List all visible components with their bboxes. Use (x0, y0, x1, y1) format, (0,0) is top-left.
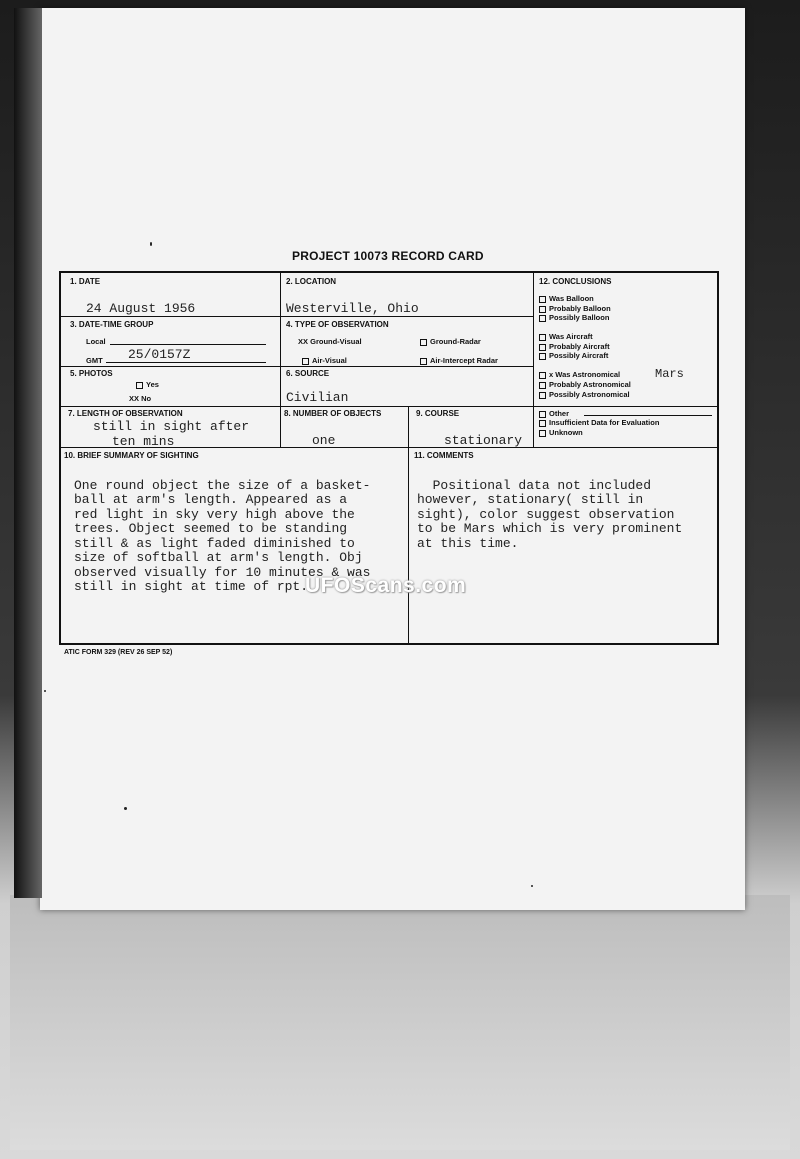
card-title: PROJECT 10073 RECORD CARD (292, 249, 484, 263)
conclusion-text: Was Balloon (549, 294, 594, 303)
conclusion-text: Was Astronomical (555, 370, 621, 379)
checkbox (539, 344, 546, 351)
checkbox (539, 353, 546, 360)
divider (408, 406, 409, 644)
air-visual-option (302, 356, 347, 365)
ground-radar-option (420, 337, 481, 346)
comments-line: Positional data not included (417, 477, 652, 493)
conclusion-was-balloon (539, 294, 594, 303)
form-footer: ATIC FORM 329 (REV 26 SEP 52) (64, 649, 173, 656)
conclusion-text: Unknown (549, 428, 583, 437)
ground-visual-option (298, 337, 362, 346)
conclusion-text: Was Aircraft (549, 332, 593, 341)
photos-no-option (129, 394, 151, 403)
gmt-value: 25/0157Z (128, 347, 191, 362)
date-label: 1. DATE (70, 277, 101, 286)
air-visual-label: Air-Visual (312, 356, 347, 365)
conclusion-text: Probably Balloon (549, 304, 611, 313)
conclusion-text: Possibly Aircraft (549, 351, 609, 360)
comments-label: 11. COMMENTS (414, 451, 474, 460)
divider (60, 406, 718, 407)
page-edge-shadow (14, 8, 42, 898)
conclusion-text: Possibly Astronomical (549, 390, 630, 399)
summary-label: 10. BRIEF SUMMARY OF SIGHTING (64, 451, 199, 460)
watermark: UFOScans.com (305, 574, 467, 597)
comments-line: sight), color suggest observation (417, 506, 675, 522)
conclusion-probably-astronomical (539, 380, 631, 389)
checkbox (539, 296, 546, 303)
conclusion-insufficient-data (539, 418, 659, 427)
checkbox (420, 339, 427, 346)
divider (280, 272, 281, 447)
date-value: 24 August 1956 (86, 301, 196, 316)
checkbox (539, 315, 546, 322)
check-mark: XX (298, 337, 309, 346)
ground-radar-label: Ground-Radar (430, 337, 481, 346)
summary-line: One round object the size of a basket- (74, 477, 371, 493)
comments-line: to be Mars which is very prominent (417, 521, 683, 536)
scan-speck (124, 807, 127, 810)
scan-speck (150, 242, 152, 246)
photos-label: 5. PHOTOS (70, 369, 113, 378)
checkbox (539, 334, 546, 341)
conclusion-text: Other (549, 409, 570, 418)
astronomical-note: Mars (655, 367, 684, 381)
summary-line: still & as light faded diminished to (74, 535, 355, 551)
scan-speck (531, 885, 533, 887)
checkbox (539, 411, 546, 418)
conclusion-text: Insufficient Data for Evaluation (549, 418, 660, 427)
comments-line: at this time. (417, 535, 519, 551)
photos-yes-label: Yes (146, 380, 159, 389)
checkbox (539, 382, 546, 389)
air-intercept-radar-option (420, 356, 498, 365)
conclusion-possibly-astronomical (539, 390, 630, 399)
date-time-group-label: 3. DATE-TIME GROUP (70, 320, 154, 329)
number-label: 8. NUMBER OF OBJECTS (284, 409, 382, 418)
summary-line: trees. Object seemed to be standing (74, 521, 348, 536)
checkbox (539, 430, 546, 437)
checkbox (302, 358, 309, 365)
location-value: Westerville, Ohio (286, 301, 419, 316)
other-line (584, 415, 712, 416)
checkbox (539, 420, 546, 427)
scan-speck (44, 690, 46, 692)
check-mark: x (549, 370, 554, 379)
checkbox (539, 372, 546, 379)
divider (60, 366, 534, 367)
conclusion-probably-balloon (539, 304, 611, 313)
comments-text (417, 464, 682, 566)
course-label: 9. COURSE (416, 409, 460, 418)
checkbox (539, 306, 546, 313)
number-value: one (312, 433, 336, 448)
photos-no-label: No (141, 394, 152, 403)
divider (60, 316, 534, 317)
photos-yes-option (136, 380, 159, 389)
conclusion-text: Possibly Balloon (549, 313, 610, 322)
ground-visual-label: Ground-Visual (310, 337, 362, 346)
summary-line: still in sight at time of rpt. (74, 579, 309, 594)
checkbox (539, 392, 546, 399)
conclusion-text: Probably Astronomical (549, 380, 631, 389)
gmt-label: GMT (86, 356, 103, 365)
local-label: Local (86, 337, 106, 346)
source-value: Civilian (286, 390, 349, 405)
type-of-observation-label: 4. TYPE OF OBSERVATION (286, 320, 389, 329)
summary-line: observed visually for 10 minutes & was (74, 564, 371, 580)
summary-line: ball at arm's length. Appeared as a (74, 492, 348, 507)
comments-line: however, stationary( still in (417, 492, 644, 507)
air-intercept-radar-label: Air-Intercept Radar (430, 356, 498, 365)
conclusion-other (539, 409, 569, 418)
location-label: 2. LOCATION (286, 277, 337, 286)
source-label: 6. SOURCE (286, 369, 330, 378)
conclusion-was-aircraft (539, 332, 593, 341)
conclusions-label: 12. CONCLUSIONS (539, 277, 612, 286)
course-value: stationary (444, 433, 523, 448)
local-line (110, 344, 266, 345)
conclusion-unknown (539, 428, 583, 437)
conclusion-text: Probably Aircraft (549, 342, 610, 351)
conclusion-probably-aircraft (539, 342, 610, 351)
checkbox (136, 382, 143, 389)
conclusion-possibly-balloon (539, 313, 609, 322)
summary-line: red light in sky very high above the (74, 506, 355, 522)
lower-sheet (10, 895, 790, 1150)
conclusion-possibly-aircraft (539, 351, 608, 360)
length-value-line1: still in sight after (93, 419, 250, 434)
conclusion-was-astronomical (539, 370, 620, 379)
summary-line: size of softball at arm's length. Obj (74, 550, 363, 565)
divider (533, 272, 534, 447)
length-label: 7. LENGTH OF OBSERVATION (68, 409, 183, 418)
checkbox (420, 358, 427, 365)
gmt-line (106, 362, 266, 363)
length-value-line2: ten mins (112, 434, 175, 449)
check-mark: XX (129, 394, 140, 403)
